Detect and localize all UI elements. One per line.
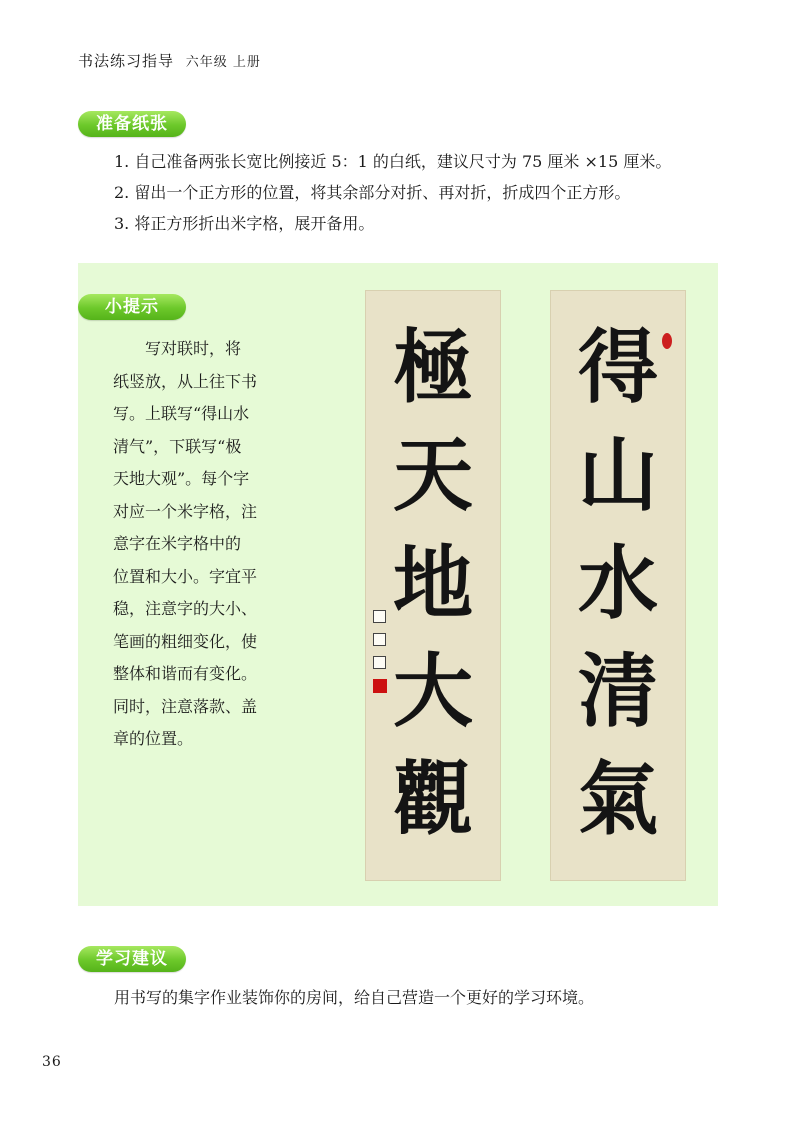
section-title-prepare: 准备纸张 [78, 111, 186, 137]
study-suggestion-text: 用书写的集字作业装饰你的房间，给自己营造一个更好的学习环境。 [114, 988, 595, 1007]
prepare-steps [114, 146, 671, 239]
tip-line: 写对联时，将 [113, 339, 242, 358]
signature-box [373, 656, 386, 669]
step-3: 3. 将正方形折出米字格，展开备用。 [114, 214, 375, 233]
signature-box [373, 633, 386, 646]
signature-boxes [373, 610, 389, 693]
tip-line: 同时，注意落款、盖 [113, 696, 258, 716]
couplet-char: 氣 [578, 752, 658, 846]
tip-line: 对应一个米字格，注 [113, 501, 258, 521]
couplet-char: 天 [393, 428, 473, 522]
couplet-lower-scroll [365, 290, 501, 881]
couplet-char: 極 [393, 320, 473, 414]
couplet-char: 得 [578, 320, 658, 414]
section-title-study: 学习建议 [78, 946, 186, 972]
page-number: 36 [42, 1054, 62, 1070]
couplet-char: 水 [578, 536, 658, 630]
couplet-char: 觀 [393, 752, 473, 846]
step-1: 1. 自己准备两张长宽比例接近 5：1 的白纸，建议尺寸为 75 厘米 ×15 厘米。 [114, 152, 672, 171]
couplet-char: 地 [393, 536, 473, 630]
tip-line: 章的位置。 [113, 729, 194, 748]
leading-seal-icon [662, 333, 672, 349]
couplet-upper-scroll [550, 290, 686, 881]
running-header [78, 50, 261, 71]
signature-box [373, 610, 386, 623]
tip-line: 清气”，下联写“极 [113, 436, 242, 456]
tip-line: 天地大观”。每个字 [113, 469, 250, 488]
couplet-char: 清 [578, 644, 658, 738]
section-title-tip: 小提示 [78, 294, 186, 320]
couplet-char: 山 [578, 428, 658, 522]
book-title: 书法练习指导 [78, 52, 175, 70]
tip-line: 笔画的粗细变化，使 [113, 631, 258, 651]
couplet-char: 大 [393, 644, 473, 738]
tip-line: 稳，注意字的大小、 [113, 599, 258, 618]
grade-label: 六年级 上册 [185, 55, 261, 70]
tip-line: 纸竖放，从上往下书 [113, 371, 258, 391]
tip-line: 整体和谐而有变化。 [113, 664, 258, 683]
tip-line: 位置和大小。字宜平 [113, 566, 258, 586]
tip-line: 写。上联写“得山水 [113, 404, 250, 423]
tip-text [113, 333, 281, 756]
step-2: 2. 留出一个正方形的位置，将其余部分对折、再对折，折成四个正方形。 [114, 183, 631, 202]
seal-stamp-icon [373, 679, 387, 693]
tip-line: 意字在米字格中的 [113, 534, 242, 553]
